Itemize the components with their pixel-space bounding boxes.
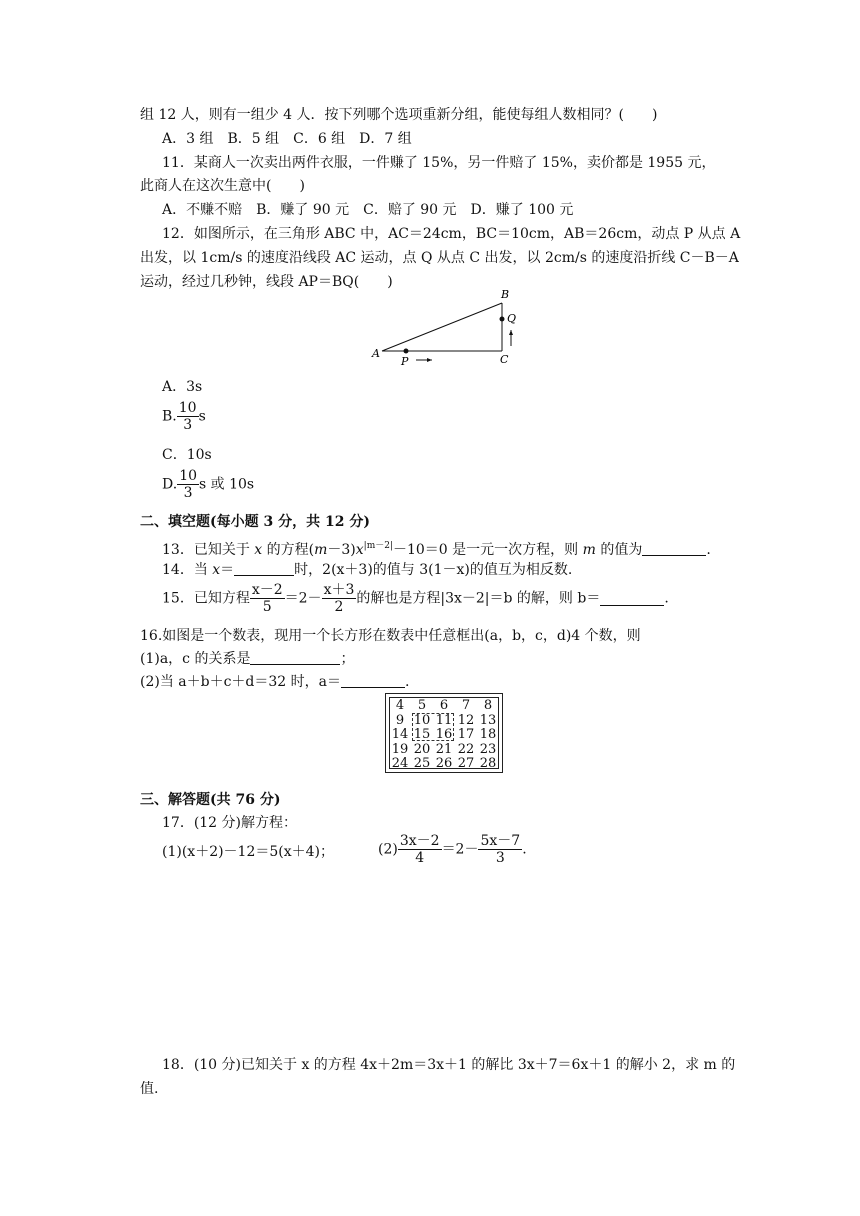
q13-eq1: －3) [327,542,356,558]
q13-end: . [706,542,711,558]
table-cell: 15 [413,727,431,742]
triangle-figure [370,285,520,370]
table-cell: 24 [391,756,409,771]
q17-fraction-2 [478,833,522,866]
label-A: A [372,347,380,360]
q12-option-d-num: 10 [179,468,198,484]
q15-pre: 15．已知方程 [162,590,250,607]
q13-eq2: －10＝0 是一元一次方程，则 [392,542,583,558]
q10-text: 组 12 人，则有一组少 4 人．按下列哪个选项重新分组，能使每组人数相同？( ) [140,107,658,123]
q16-line1: 16.如图是一个数表，现用一个长方形在数表中任意框出(a，b，c，d)4 个数，则 [140,628,641,644]
q16-line3-pre: (2)当 a＋b＋c＋d＝32 时，a＝ [140,674,342,690]
q13-pre: 13．已知关于 [162,542,255,558]
q12-line3: 运动，经过几秒钟，线段 AP＝BQ( ) [140,274,393,290]
table-cell: 20 [413,741,431,757]
q15-text [162,582,669,615]
section-3-heading: 三、解答题(共 76 分) [140,792,281,808]
q13-mid: 的方程( [262,542,315,558]
label-B: B [501,288,510,301]
q15-answer-blank[interactable] [600,591,664,606]
q15-post: 的解也是方程|3x－2|＝b 的解，则 b＝ [356,590,601,607]
q10-options: A．3 组 B．5 组 C．6 组 D．7 组 [162,131,412,147]
q14-mid: ＝ [220,562,235,578]
table-cell: 17 [457,727,475,742]
q11-line1: 11．某商人一次卖出两件衣服，一件赚了 15%，另一件赔了 15%，卖价都是 1955 元， [162,155,716,171]
q12-option-d-den: 3 [183,485,193,501]
q12-option-c: C．10s [162,447,212,463]
q13-answer-blank[interactable] [642,541,706,556]
table-cell: 13 [479,712,497,728]
q15-end: . [664,590,669,607]
table-cell: 21 [435,741,453,757]
q16-line3-end: . [405,674,410,690]
q18-line2: 值. [140,1081,159,1097]
table-cell: 26 [435,756,453,771]
q16-line2-end: ； [340,651,355,667]
q17-f2-den: 3 [495,850,505,866]
q13-x: x [254,542,263,558]
q12-option-b-num: 10 [178,400,197,416]
table-cell: 25 [413,756,431,771]
q11-line2: 此商人在这次生意中( ) [140,178,305,194]
q17-f1-num: 3x－2 [399,833,440,849]
q15-f2-num: x＋3 [323,582,355,598]
q14-post: 时，2(x＋3)的值与 3(1－x)的值互为相反数. [294,562,573,578]
q13-text [162,536,711,560]
q16-answer-blank-1[interactable] [250,650,340,665]
q14-answer-blank[interactable] [234,561,294,576]
table-cell: 4 [395,698,405,713]
table-cell: 27 [457,756,475,771]
table-cell: 14 [391,727,409,742]
q13-m: m [314,542,328,558]
q17-part2-pre: (2) [378,841,398,858]
q15-f2-den: 2 [334,599,344,615]
q15-f1-den: 5 [262,599,272,615]
label-P: P [401,355,409,368]
q16-line3 [140,672,409,692]
table-cell: 18 [479,727,497,742]
q13-x2: x [355,542,364,558]
q12-option-b-prefix: B. [162,408,177,425]
q15-f1-num: x－2 [251,582,283,598]
section-2-heading: 二、填空题(每小题 3 分，共 12 分) [140,514,370,530]
q17-f1-den: 4 [415,850,425,866]
table-cell: 22 [457,741,475,757]
q12-option-b-fraction [177,400,199,433]
q12-option-d-suffix: s 或 10s [199,476,255,493]
table-cell: 9 [395,712,405,728]
table-cell: 12 [457,712,475,728]
q17-end: . [522,841,527,858]
table-cell: 28 [479,756,497,771]
q12-option-d-prefix: D. [162,476,178,493]
q14-text [162,560,572,580]
q12-option-b [162,400,206,433]
dashed-selection-rectangle [412,713,454,741]
q17-fraction-1 [398,833,442,866]
q14-pre: 14．当 [162,562,213,578]
q13-m2: m [582,542,596,558]
table-cell: 5 [417,698,427,713]
q12-option-b-unit: s [198,408,206,425]
q16-line2-pre: (1)a，c 的关系是 [140,651,251,667]
q16-answer-blank-2[interactable] [341,673,405,688]
q12-option-d-fraction [177,468,199,501]
q13-exponent: |m－2| [363,541,393,551]
q11-options: A．不赚不赔 B．赚了 90 元 C．赔了 90 元 D．赚了 100 元 [162,202,574,218]
q12-option-b-den: 3 [183,417,193,433]
table-cell: 6 [439,698,449,713]
q17-part1: (1)(x＋2)－12＝5(x＋4)； [162,844,335,860]
table-cell: 7 [461,698,471,713]
q18-line1: 18．(10 分)已知关于 x 的方程 4x＋2m＝3x＋1 的解比 3x＋7＝6x＋1 的解小 2，求 m 的 [162,1057,736,1073]
q12-option-a: A．3s [162,379,203,395]
q17-title: 17．(12 分)解方程： [162,815,298,831]
table-cell: 10 [413,712,431,728]
q14-x: x [212,562,221,578]
q16-line2 [140,649,354,669]
q12-line1: 12．如图所示，在三角形 ABC 中，AC＝24cm，BC＝10cm，AB＝26cm，动点 P 从点 A [162,226,741,242]
q15-mid: ＝2－ [284,590,322,607]
q13-post: 的值为 [595,542,643,558]
q15-fraction-2 [322,582,357,615]
table-cell: 16 [435,727,453,742]
label-Q: Q [507,312,517,325]
q17-part2 [378,833,527,866]
label-C: C [500,353,509,366]
table-cell: 11 [435,712,453,728]
q12-option-d [162,468,254,501]
table-cell: 19 [391,741,409,757]
table-cell: 8 [483,698,493,713]
table-cell: 23 [479,741,497,757]
q17-mid: ＝2－ [441,841,479,858]
q12-line2: 出发，以 1cm/s 的速度沿线段 AC 运动，点 Q 从点 C 出发，以 2cm/s 的速度沿折线 C－B－A [140,250,739,266]
q17-f2-num: 5x－7 [480,833,521,849]
q15-fraction-1 [250,582,285,615]
